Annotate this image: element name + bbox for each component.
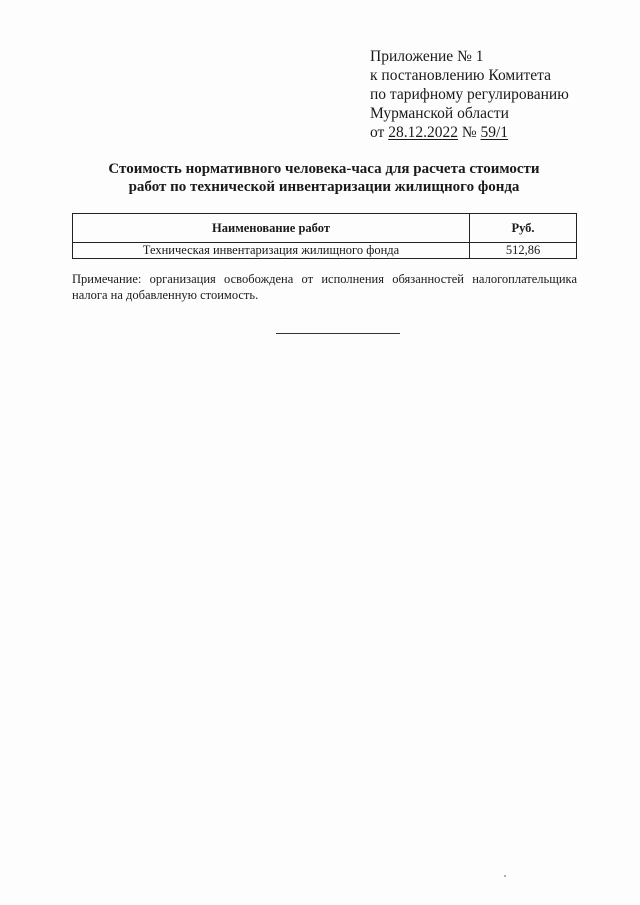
resolution-number: 59/1 (480, 124, 509, 141)
header-work-name: Наименование работ (73, 214, 470, 243)
appendix-date-line (370, 123, 569, 142)
number-sign: № (461, 124, 477, 141)
scan-speck (504, 875, 506, 877)
table-header-row (73, 214, 577, 243)
appendix-block (370, 47, 569, 142)
appendix-label: Приложение № 1 (370, 48, 484, 65)
table-row (73, 243, 577, 259)
title-line-2: работ по технической инвентаризации жилищного фонда (128, 179, 520, 195)
works-table (72, 213, 577, 259)
resolution-date: 28.12.2022 (388, 124, 458, 141)
appendix-resolution-ref: к постановлению Комитета (370, 67, 551, 84)
note-text: Примечание: организация освобождена от исполнения обязанностей налогоплательщика налога на добавленную стоимость. (72, 272, 577, 302)
title-line-1: Стоимость нормативного человека-часа для расчета стоимости (108, 161, 540, 177)
appendix-committee: по тарифному регулированию (370, 86, 569, 103)
header-rub: Руб. (470, 214, 577, 243)
date-prefix: от (370, 124, 385, 141)
appendix-region: Мурманской области (370, 105, 509, 122)
cell-work-name: Техническая инвентаризация жилищного фонда (73, 243, 470, 259)
closing-rule (276, 333, 400, 334)
document-title (72, 160, 576, 196)
cell-price: 512,86 (470, 243, 577, 259)
